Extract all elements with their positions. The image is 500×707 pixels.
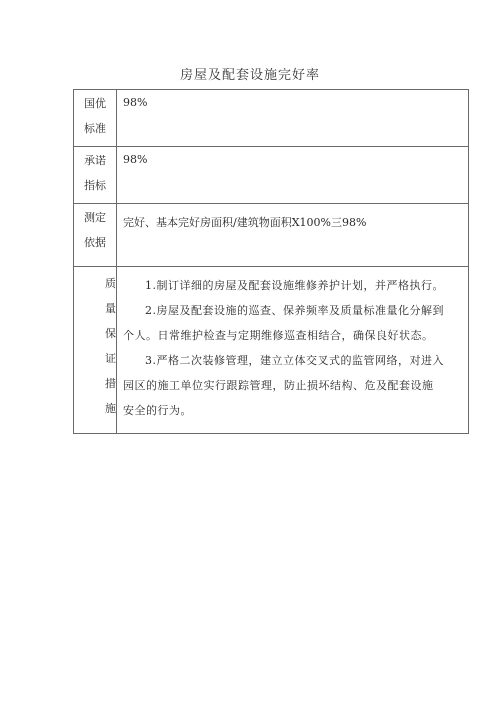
row-value: 98% [117, 147, 469, 204]
row-label-line: 标准 [84, 122, 106, 135]
page-title: 房屋及配套设施完好率 [179, 68, 320, 83]
row-label-line: 依据 [84, 236, 106, 249]
row-label-line: 测定 [84, 211, 106, 224]
measure-paragraph: 1.制订详细的房屋及配套设施维修养护计划，并严格执行。 [145, 279, 444, 292]
measures-content [117, 267, 469, 434]
row-label [74, 267, 117, 434]
row-label-line: 施 [105, 402, 116, 415]
measure-paragraph: 3.严格二次装修管理，建立立体交叉式的监管网络，对进入园区的施工单位实行跟踪管理，防止损坏结构、危及配套设施安全的行为。 [123, 354, 444, 417]
standards-table [73, 89, 469, 434]
table-row-measurement-basis [74, 204, 469, 267]
row-label-line: 质 [105, 277, 116, 290]
table-row-committed-target [74, 147, 469, 204]
row-label-line: 措 [105, 377, 116, 390]
row-label-line: 指标 [84, 179, 106, 192]
row-label-line: 国优 [84, 97, 106, 110]
row-label-line: 证 [105, 352, 116, 365]
measure-paragraph: 2.房屋及配套设施的巡查、保养频率及质量标准量化分解到个人。日常维护检查与定期维修巡查相结合，确保良好状态。 [123, 304, 444, 342]
table-row-quality-measures [74, 267, 469, 434]
row-label-line: 保 [105, 327, 116, 340]
row-value: 完好、基本完好房面积/建筑物面积X100%三98% [117, 204, 469, 267]
row-label-line: 量 [105, 302, 116, 315]
row-label [74, 204, 117, 267]
row-label [74, 90, 117, 147]
row-value: 98% [117, 90, 469, 147]
row-label-line: 承诺 [84, 154, 106, 167]
table-row-national-standard [74, 90, 469, 147]
row-label [74, 147, 117, 204]
